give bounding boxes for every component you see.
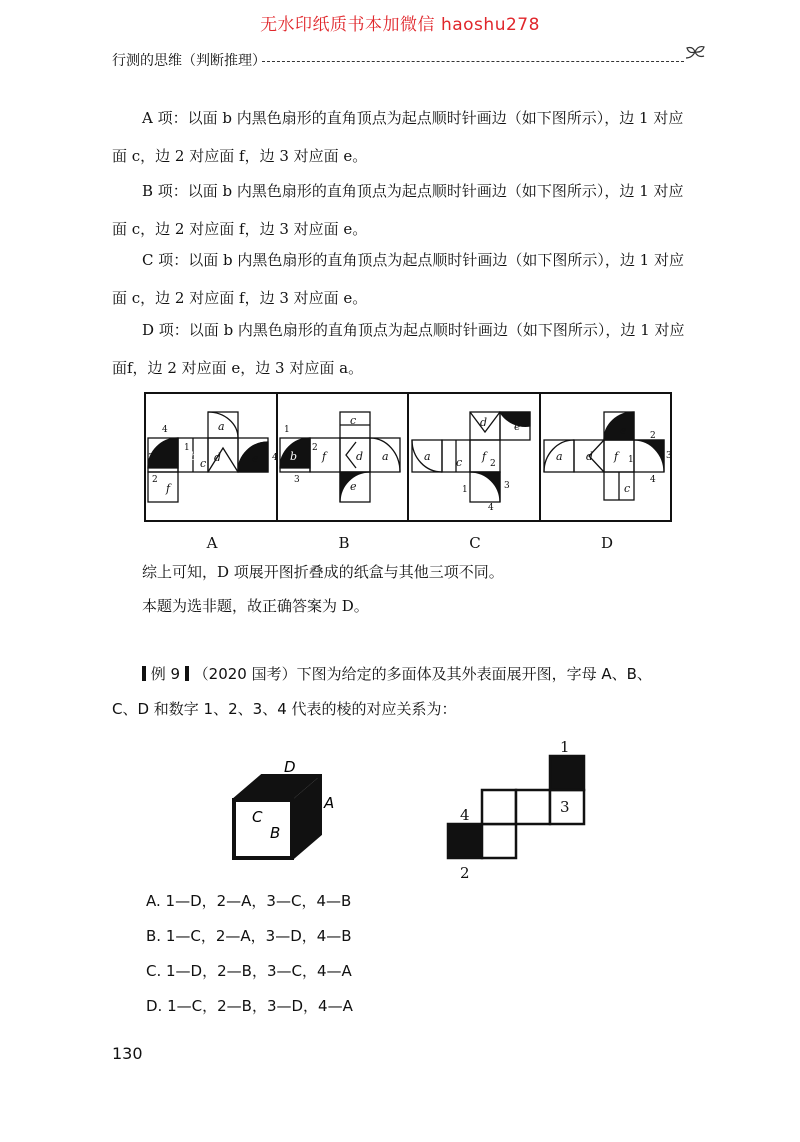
svg-text:d: d: [214, 451, 222, 464]
header-rule: [262, 61, 684, 62]
svg-text:e: e: [350, 480, 357, 493]
cube-label-c: C: [252, 808, 263, 826]
svg-text:4: 4: [650, 475, 656, 485]
surface-net-figure: [440, 736, 600, 886]
svg-text:e: e: [514, 420, 521, 433]
svg-text:d: d: [356, 450, 364, 463]
svg-text:c: c: [624, 482, 631, 495]
example-heading: [142, 664, 652, 684]
tag-bar: [142, 666, 146, 681]
net-label-1: 1: [560, 738, 570, 756]
svg-text:1: 1: [628, 455, 634, 465]
svg-text:b: b: [644, 450, 652, 463]
svg-text:a: a: [218, 420, 225, 433]
svg-text:4: 4: [488, 503, 494, 513]
svg-text:c: c: [350, 414, 357, 427]
svg-text:b: b: [480, 482, 488, 495]
analysis-a: A 项：以面 b 内黑色扇形的直角顶点为起点顺时针画边（如下图所示），边 1 对应 面 c，边 2 对应面 f，边 3 对应面 e。: [112, 109, 684, 165]
analysis-c: C 项：以面 b 内黑色扇形的直角顶点为起点顺时针画边（如下图所示），边 1 对应 面 c，边 2 对应面 f，边 3 对应面 e。: [112, 251, 684, 307]
polyhedron-figure: [228, 756, 358, 866]
analysis-d: D 项：以面 b 内黑色扇形的直角顶点为起点顺时针画边（如下图所示），边 1 对应 面f，边 2 对应面 e，边 3 对应面 a。: [112, 321, 685, 377]
cube-label-b: B: [270, 824, 281, 842]
net-label-3: 3: [560, 798, 570, 816]
unfold-nets-diagram: [144, 392, 672, 522]
option-label-b: B: [338, 534, 350, 552]
tag-bar: [185, 666, 189, 681]
svg-text:3: 3: [148, 453, 154, 463]
example-tag: 例 9: [150, 665, 181, 683]
svg-text:4: 4: [162, 425, 168, 435]
svg-text:f: f: [614, 450, 619, 463]
analysis-b: B 项：以面 b 内黑色扇形的直角顶点为起点顺时针画边（如下图所示），边 1 对应 面 c，边 2 对应面 f，边 3 对应面 e。: [112, 182, 684, 238]
svg-text:a: a: [424, 450, 431, 463]
svg-text:e: e: [620, 424, 627, 437]
sprout-icon: [682, 44, 708, 64]
svg-text:e: e: [252, 452, 259, 465]
svg-text:f: f: [482, 450, 487, 463]
option-label-d: D: [600, 534, 614, 552]
choice-c: C. 1—D，2—B，3—C，4—A: [146, 962, 352, 980]
cube-label-d: D: [284, 758, 296, 776]
cube-label-a: A: [324, 794, 335, 812]
svg-text:b: b: [190, 450, 198, 463]
page-number: 130: [112, 1044, 143, 1063]
svg-text:1: 1: [184, 443, 190, 453]
svg-text:2: 2: [650, 431, 656, 441]
svg-text:a: a: [382, 450, 389, 463]
option-label-a: A: [206, 534, 218, 552]
choice-d: D. 1—C，2—B，3—D，4—A: [146, 997, 353, 1015]
choice-a: A. 1—D，2—A，3—C，4—B: [146, 892, 352, 910]
svg-text:1: 1: [284, 425, 290, 435]
watermark-text: 无水印纸质书本加微信 haoshu278: [260, 15, 540, 35]
svg-text:3: 3: [504, 481, 510, 491]
example-line-1: （2020 国考）下图为给定的多面体及其外表面展开图，字母 A、B、: [193, 665, 652, 683]
svg-text:2: 2: [490, 459, 496, 469]
svg-text:4: 4: [272, 453, 278, 463]
conclusion-line-2: 本题为选非题，故正确答案为 D。: [142, 597, 369, 615]
svg-text:2: 2: [312, 443, 318, 453]
svg-text:b: b: [290, 450, 298, 463]
svg-text:1: 1: [462, 485, 468, 495]
running-header-title: 行测的思维（判断推理）: [112, 53, 266, 69]
svg-text:c: c: [456, 456, 463, 469]
net-label-2: 2: [460, 864, 470, 882]
svg-text:2: 2: [152, 475, 158, 485]
choice-b: B. 1—C，2—A，3—D，4—B: [146, 927, 352, 945]
example-line-2: C、D 和数字 1、2、3、4 代表的棱的对应关系为：: [112, 700, 457, 718]
svg-text:d: d: [586, 450, 594, 463]
svg-text:d: d: [480, 416, 488, 429]
conclusion-line-1: 综上可知，D 项展开图折叠成的纸盒与其他三项不同。: [142, 563, 504, 581]
svg-text:3: 3: [666, 451, 672, 461]
net-label-4: 4: [460, 806, 470, 824]
svg-text:a: a: [556, 450, 563, 463]
svg-text:c: c: [200, 457, 207, 470]
svg-text:f: f: [166, 482, 171, 495]
svg-text:f: f: [322, 450, 327, 463]
option-label-c: C: [469, 534, 481, 552]
svg-text:3: 3: [294, 475, 300, 485]
